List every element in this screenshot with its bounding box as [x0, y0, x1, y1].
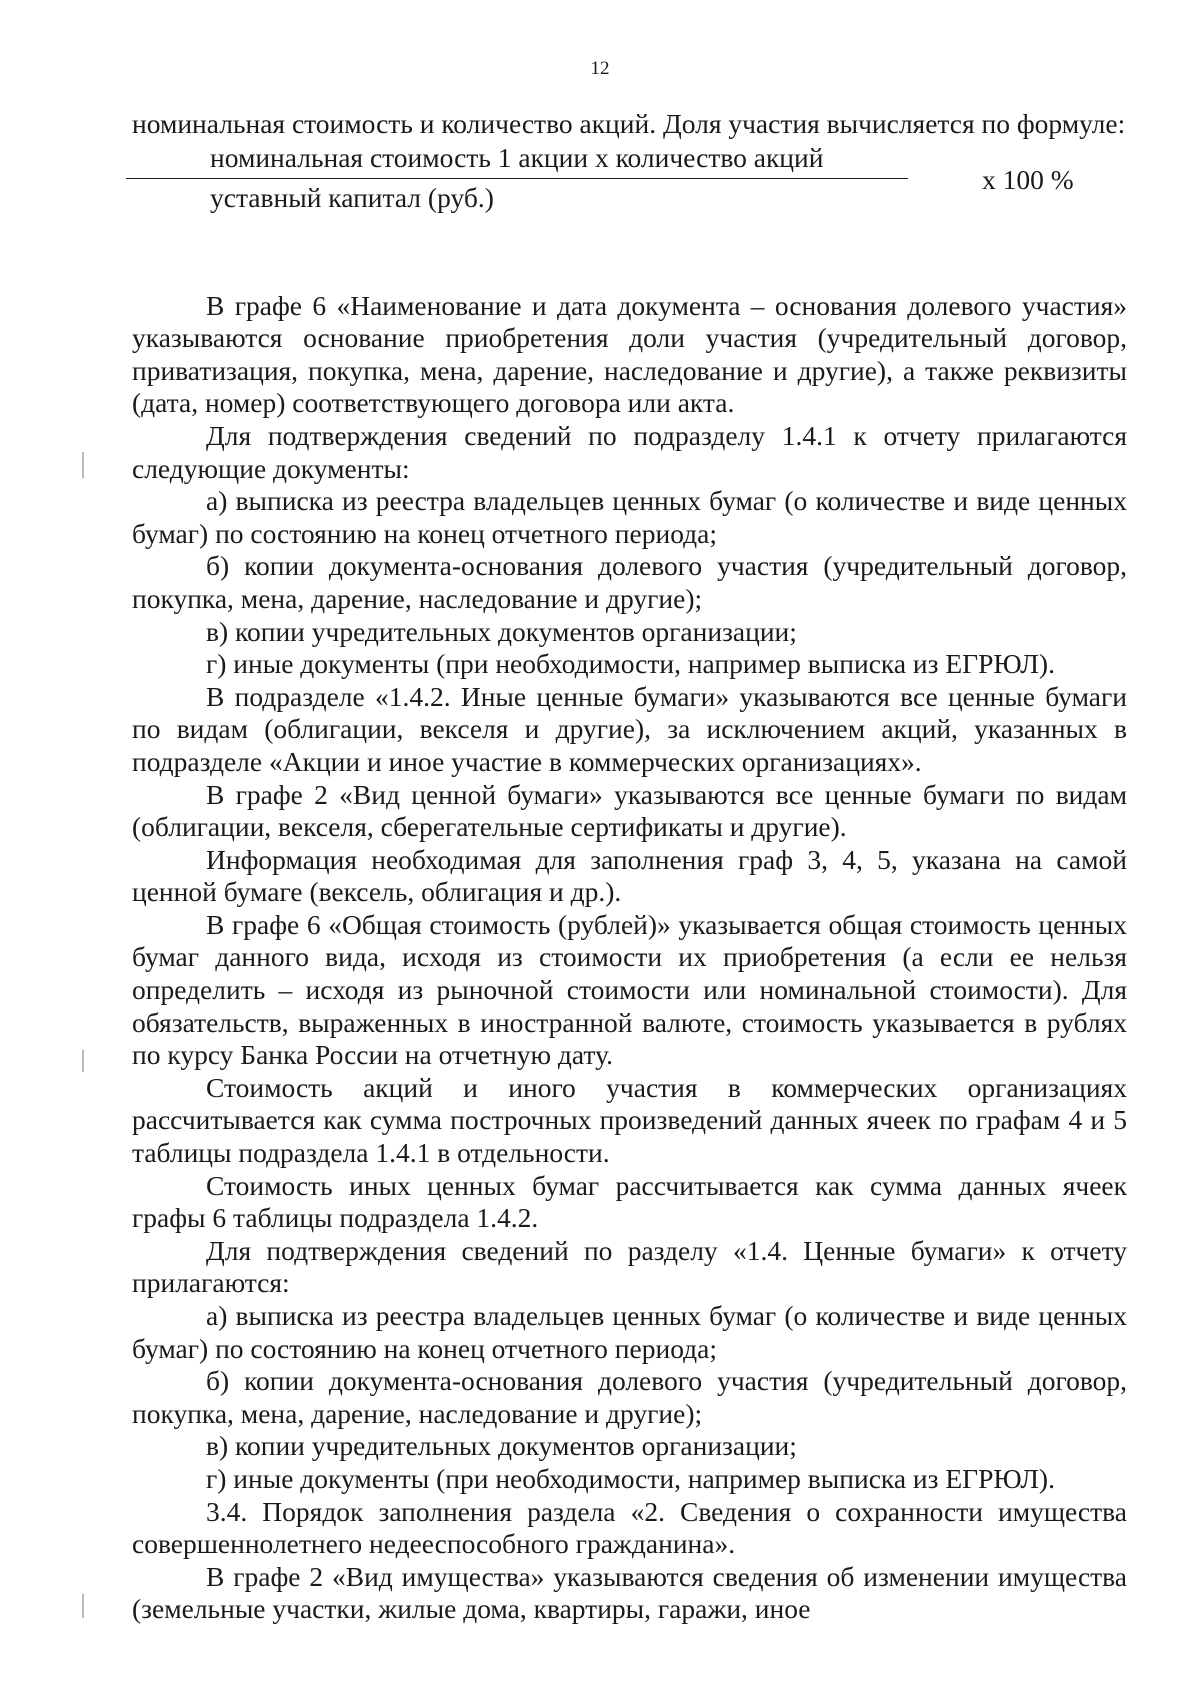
formula-multiplier: х 100 % [982, 163, 1074, 195]
list-item: а) выписка из реестра владельцев ценных бумаг (о количестве и виде ценных бумаг) по состоянию на конец отчетного периода; [132, 1300, 1127, 1364]
document-body [132, 108, 1127, 1626]
paragraph: В графе 6 «Общая стоимость (рублей)» указывается общая стоимость ценных бумаг данного вида, исходя из стоимости их приобретения (а если ее нельзя определить – исходя из рыночной стоимости или номинальной стоимости). Для обязательств, выраженных в иностранной валюте, стоимость указывается в рублях по курсу Банка России на отчетную дату. [132, 908, 1127, 1071]
margin-scan-mark [82, 1594, 84, 1618]
formula-intro-text: номинальная стоимость и количество акций. Доля участия вычисляется по формуле: [132, 108, 1126, 139]
paragraph: Стоимость иных ценных бумаг рассчитывается как сумма данных ячеек графы 6 таблицы подраздела 1.4.2. [132, 1169, 1127, 1234]
paragraph: В графе 6 «Наименование и дата документа – основания долевого участия» указываются основание приобретения доли участия (учредительный договор, приватизация, покупка, мена, дарение, наследование и другие), а также реквизиты (дата, номер) соответствующего договора или акта. [132, 289, 1127, 419]
list-item: б) копии документа-основания долевого участия (учредительный договор, покупка, мена, дарение, наследование и другие); [132, 1365, 1127, 1429]
list-item: б) копии документа-основания долевого участия (учредительный договор, покупка, мена, дарение, наследование и другие); [132, 550, 1127, 614]
list-item: г) иные документы (при необходимости, например выписка из ЕГРЮЛ). [206, 648, 1055, 680]
page-number: 12 [590, 58, 610, 79]
list-item: г) иные документы (при необходимости, например выписка из ЕГРЮЛ). [206, 1462, 1055, 1494]
paragraph: Информация необходимая для заполнения граф 3, 4, 5, указана на самой ценной бумаге (вексель, облигация и др.). [132, 843, 1127, 908]
list-item: в) копии учредительных документов организации; [206, 1430, 797, 1462]
paragraph: В графе 2 «Вид ценной бумаги» указываются все ценные бумаги по видам (облигации, векселя, сберегательные сертификаты и другие). [132, 778, 1127, 843]
paragraph: В подразделе «1.4.2. Иные ценные бумаги» указываются все ценные бумаги по видам (облигации, векселя и другие), за исключением акций, указанных в подразделе «Акции и иное участие в коммерческих организациях». [132, 680, 1127, 777]
fraction-line [126, 178, 908, 179]
list-item: в) копии учредительных документов организации; [206, 615, 797, 647]
paragraph: В графе 2 «Вид имущества» указываются сведения об изменении имущества (земельные участки, жилые дома, квартиры, гаражи, иное [132, 1560, 1127, 1625]
margin-scan-mark [82, 452, 84, 478]
spacer [132, 246, 1127, 290]
paragraph: Для подтверждения сведений по разделу «1.4. Ценные бумаги» к отчету прилагаются: [132, 1234, 1127, 1299]
paragraph: Для подтверждения сведений по подразделу 1.4.1 к отчету прилагаются следующие документы: [132, 419, 1127, 484]
share-formula [132, 142, 1127, 246]
section-heading: 3.4. Порядок заполнения раздела «2. Сведения о сохранности имущества совершеннолетнего недееспособного гражданина». [132, 1495, 1127, 1560]
margin-scan-mark [82, 1050, 84, 1072]
formula-denominator: уставный капитал (руб.) [210, 181, 494, 213]
list-item: а) выписка из реестра владельцев ценных бумаг (о количестве и виде ценных бумаг) по состоянию на конец отчетного периода; [132, 485, 1127, 549]
formula-numerator: номинальная стоимость 1 акции х количество акций [210, 141, 824, 173]
paragraph: Стоимость акций и иного участия в коммерческих организациях рассчитывается как сумма построчных произведений данных ячеек по графам 4 и 5 таблицы подраздела 1.4.1 в отдельности. [132, 1071, 1127, 1169]
